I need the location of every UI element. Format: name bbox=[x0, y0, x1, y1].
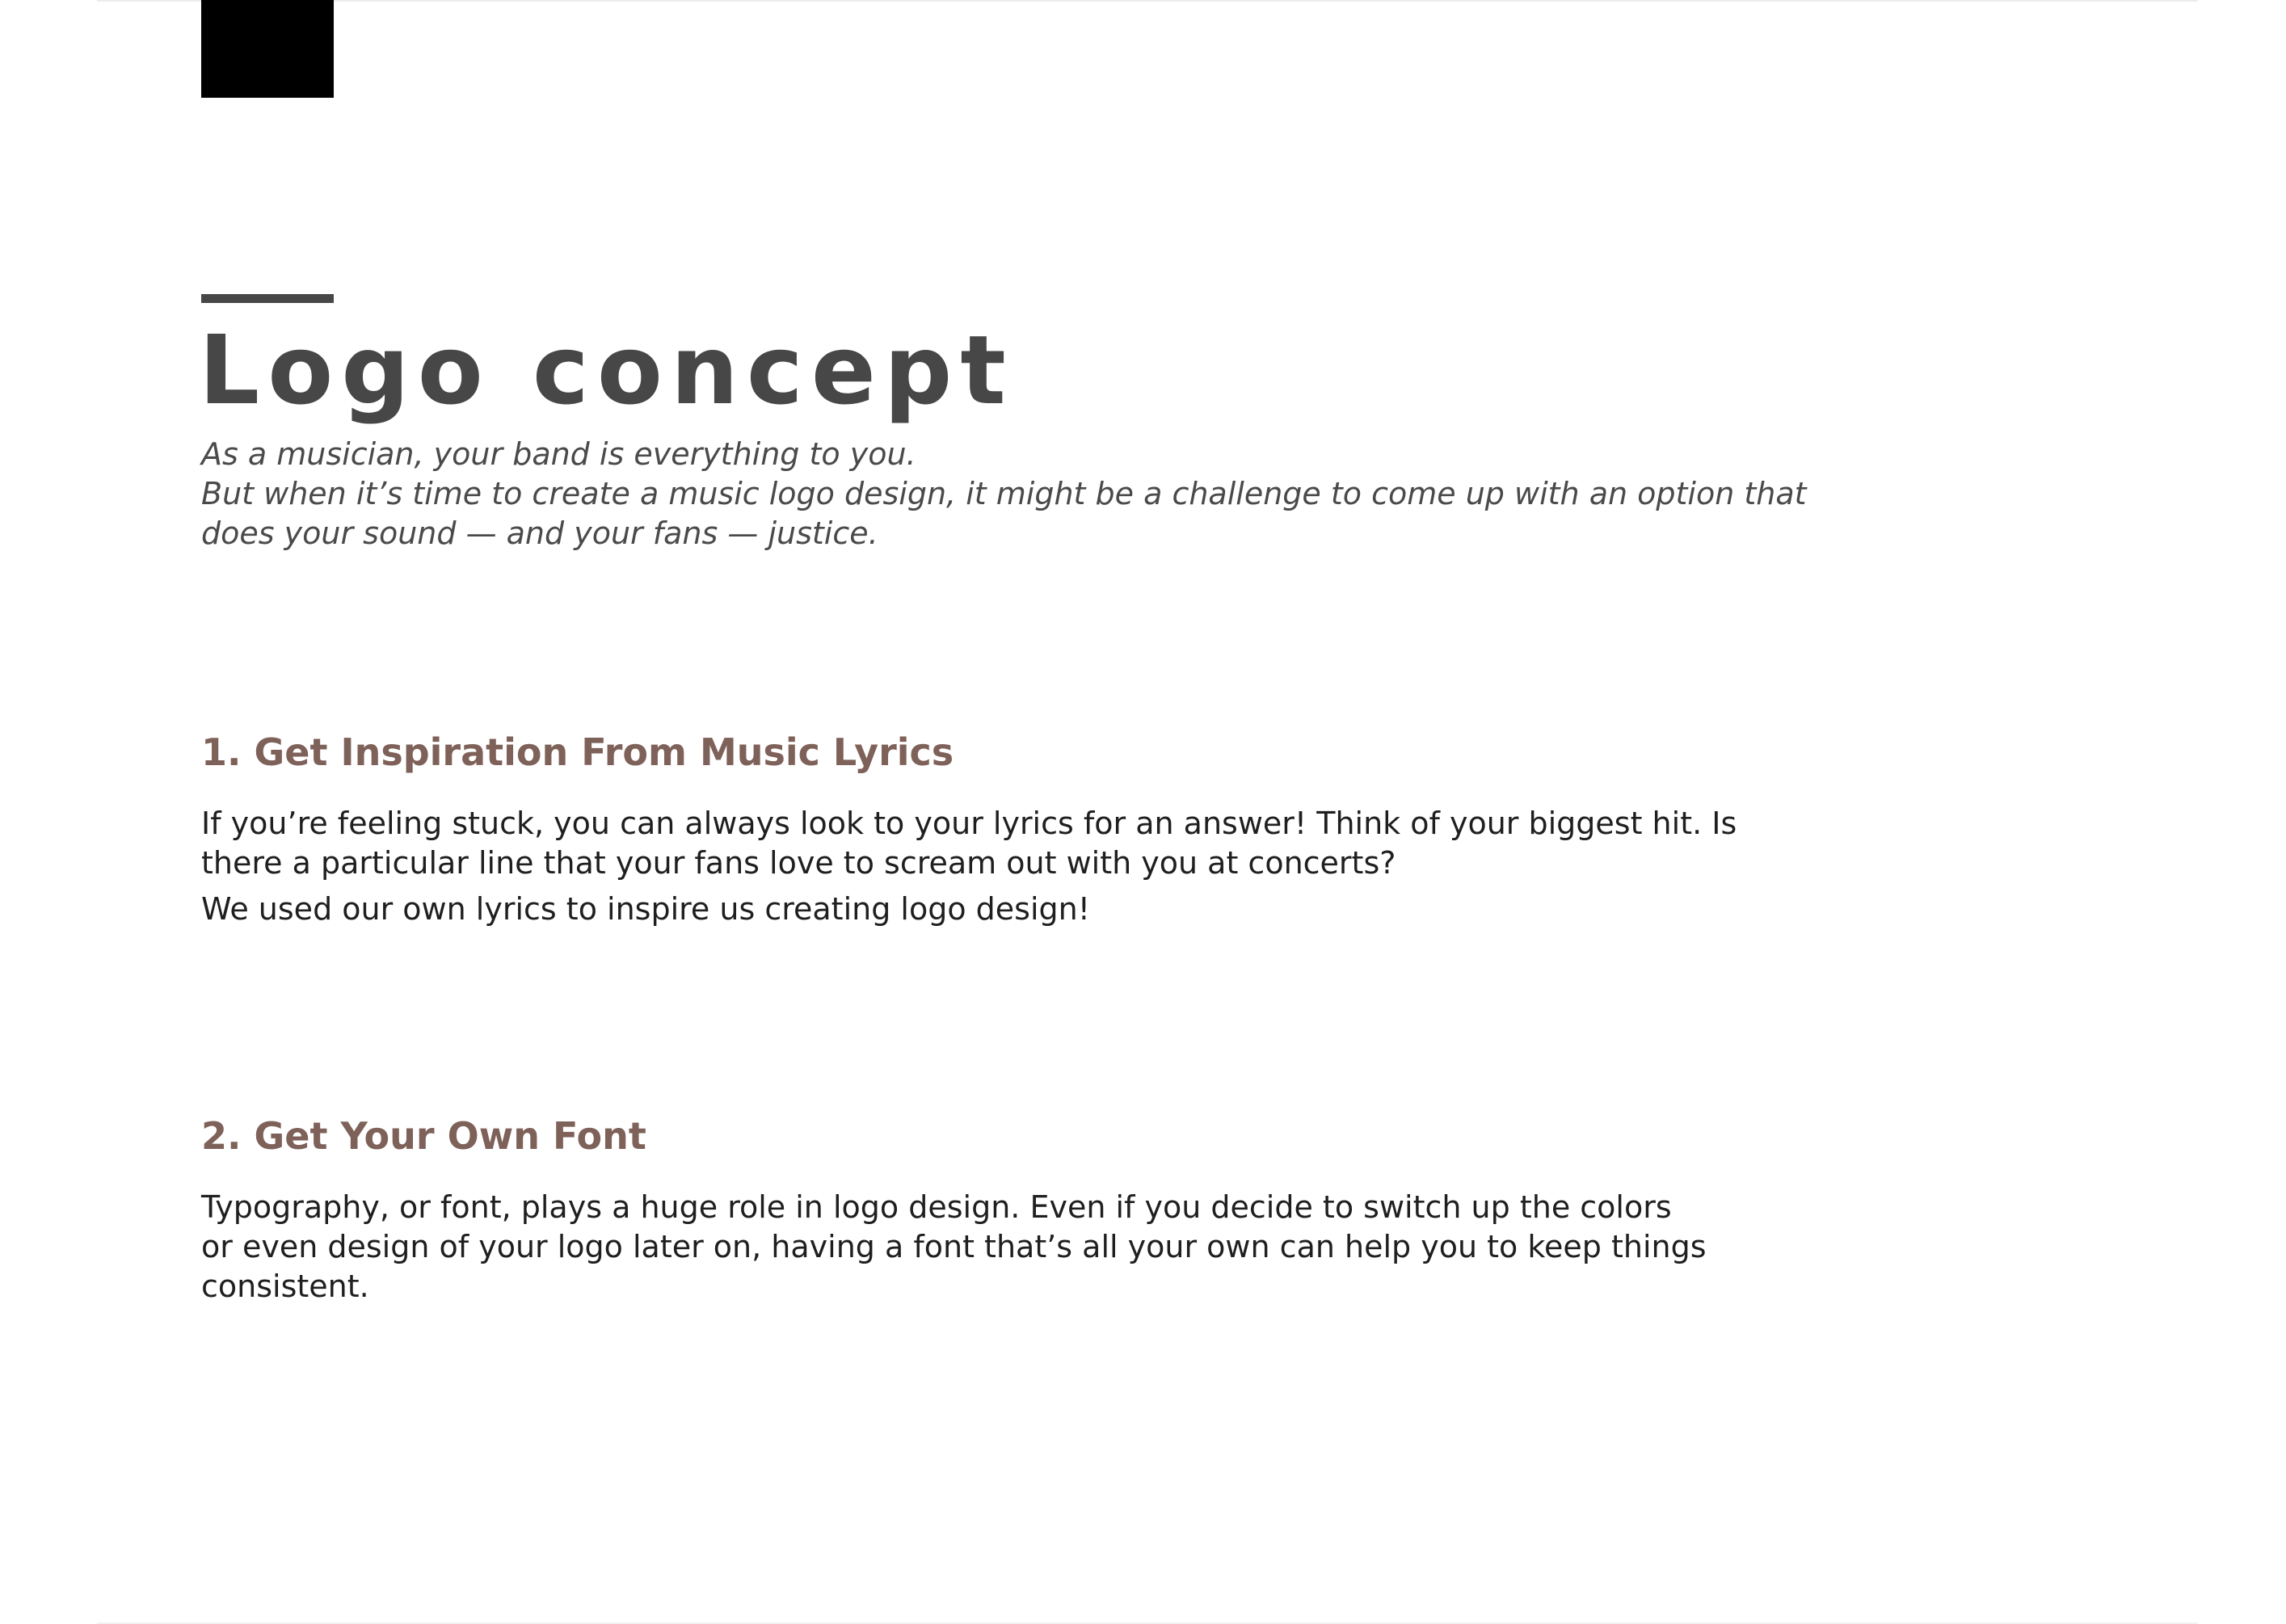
section-body-font bbox=[201, 1188, 1707, 1306]
page-title: Logo concept bbox=[199, 314, 1014, 426]
intro-line: As a musician, your band is everything to you. bbox=[201, 436, 916, 472]
title-accent-rule bbox=[201, 294, 334, 303]
top-border-line bbox=[97, 0, 2198, 2]
body-line: consistent. bbox=[201, 1268, 369, 1304]
section-heading-font: 2. Get Your Own Font bbox=[201, 1114, 646, 1158]
body-line: If you’re feeling stuck, you can always look to your lyrics for an answer! Think of your biggest hit. Is bbox=[201, 806, 1737, 841]
intro-line: does your sound — and your fans — justice. bbox=[201, 515, 878, 551]
body-line: there a particular line that your fans love to scream out with you at concerts? bbox=[201, 845, 1396, 881]
intro-paragraph bbox=[201, 435, 1963, 553]
corner-block bbox=[201, 0, 334, 98]
section-heading-lyrics: 1. Get Inspiration From Music Lyrics bbox=[201, 730, 954, 774]
body-line: Typography, or font, plays a huge role in logo design. Even if you decide to switch up the colors bbox=[201, 1189, 1672, 1225]
body-line: or even design of your logo later on, having a font that’s all your own can help you to keep things bbox=[201, 1229, 1707, 1264]
intro-line: But when it’s time to create a music logo design, it might be a challenge to come up with an option that bbox=[201, 476, 1807, 511]
body-line: We used our own lyrics to inspire us creating logo design! bbox=[201, 891, 1090, 927]
section-body-lyrics bbox=[201, 804, 1737, 929]
